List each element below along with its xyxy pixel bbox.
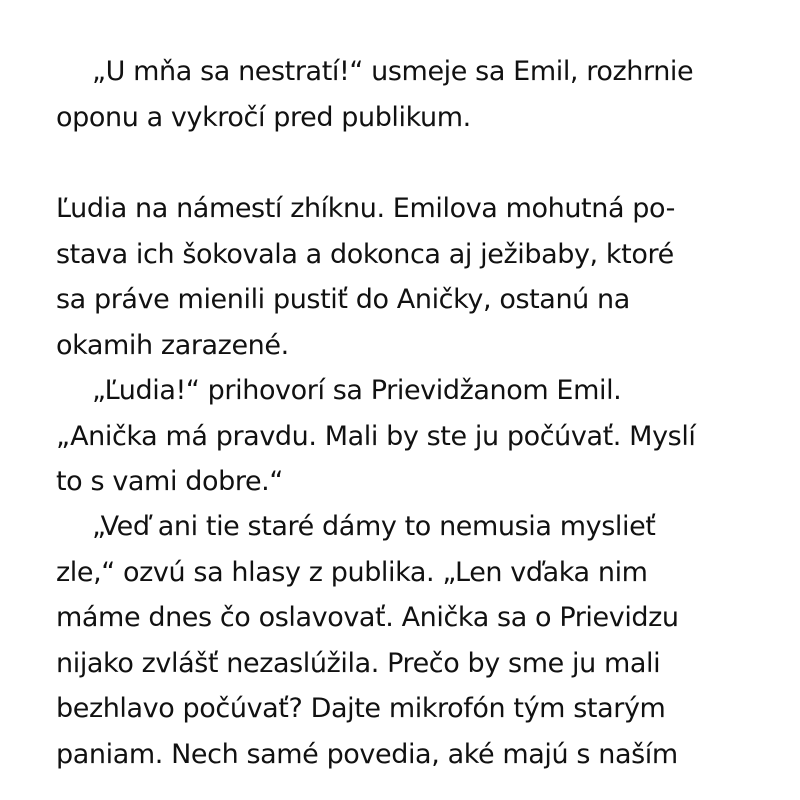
text-line: sa práve mienili pustiť do Aničky, ostanú na bbox=[56, 284, 630, 315]
text-line: zle,“ ozvú sa hlasy z publika. „Len vďaka nim bbox=[56, 557, 648, 588]
text-line: „Anička má pravdu. Mali by ste ju počúvať. Myslí bbox=[56, 421, 696, 452]
text-line: „Ľudia!“ prihovorí sa Prievidžanom Emil. bbox=[92, 375, 622, 406]
text-line: „Veď ani tie staré dámy to nemusia myslieť bbox=[92, 511, 656, 542]
text-line: stava ich šokovala a dokonca aj ježibaby, ktoré bbox=[56, 239, 674, 270]
text-line: nijako zvlášť nezaslúžila. Prečo by sme ju mali bbox=[56, 648, 661, 679]
text-line: máme dnes čo oslavovať. Anička sa o Prievidzu bbox=[56, 602, 679, 633]
text-line: Ľudia na námestí zhíknu. Emilova mohutná po- bbox=[56, 193, 675, 224]
text-line: to s vami dobre.“ bbox=[56, 466, 283, 497]
text-line: oponu a vykročí pred publikum. bbox=[56, 102, 471, 133]
text-line: „U mňa sa nestratí!“ usmeje sa Emil, rozhrnie bbox=[92, 56, 694, 87]
text-line: bezhlavo počúvať? Dajte mikrofón tým starým bbox=[56, 693, 666, 724]
text-line: okamih zarazené. bbox=[56, 330, 289, 361]
text-line: paniam. Nech samé povedia, aké majú s naším bbox=[56, 739, 678, 770]
